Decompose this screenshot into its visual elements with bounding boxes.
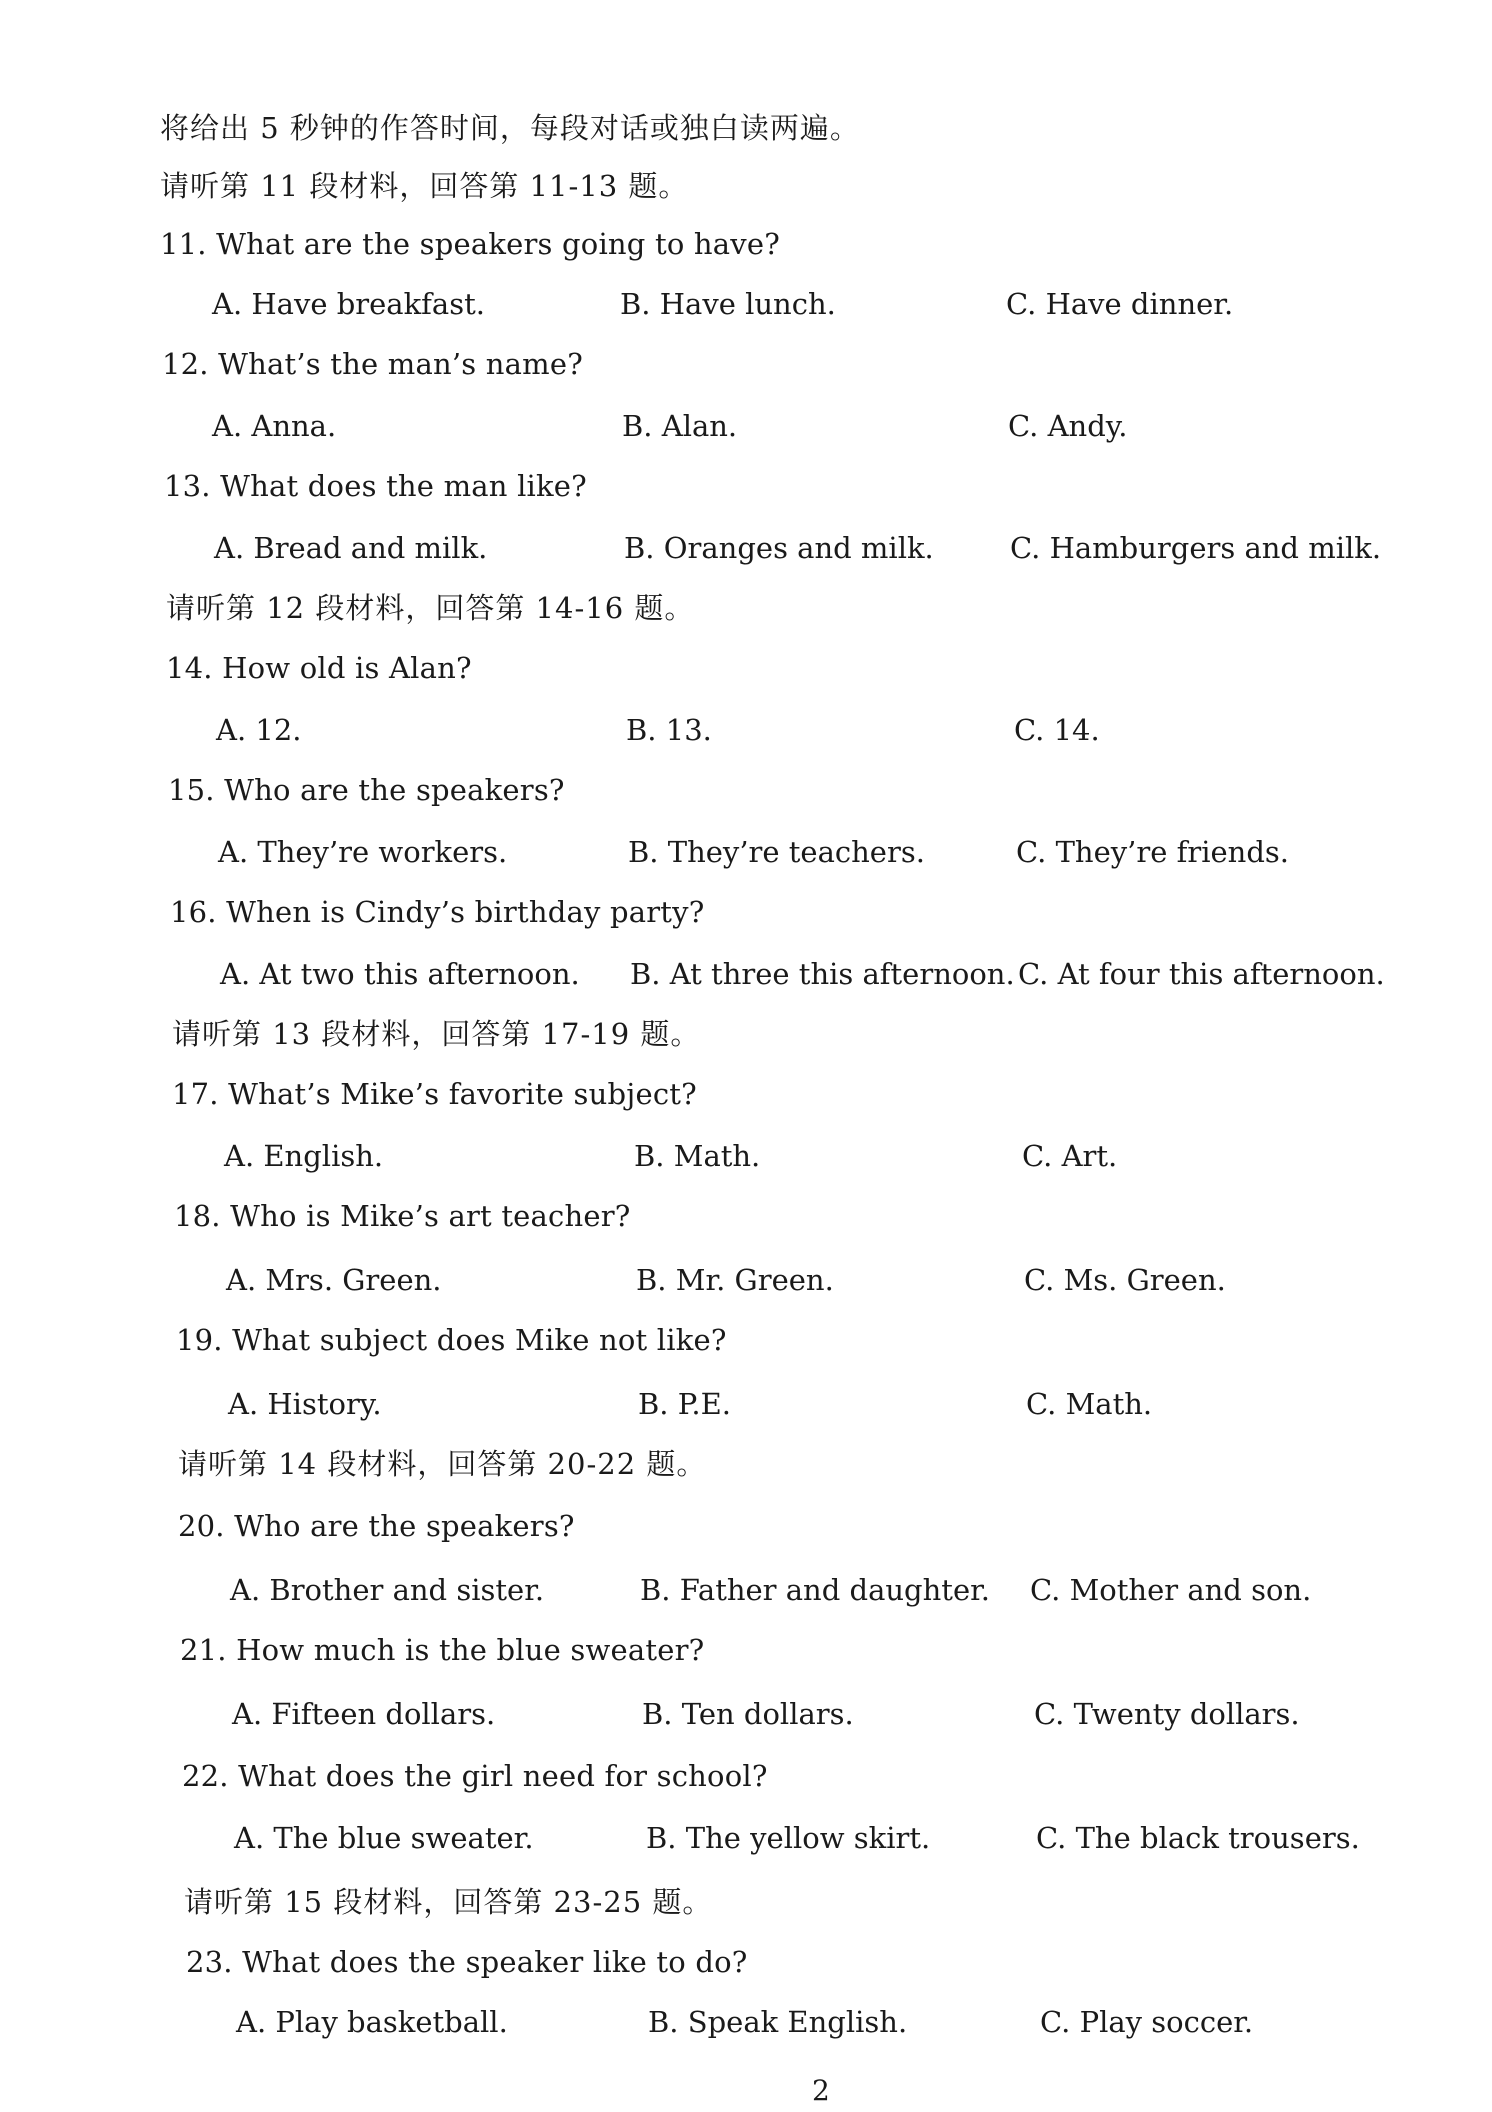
question-text: 20. Who are the speakers? [178,1509,575,1543]
question-text: 12. What’s the man’s name? [162,347,583,381]
option-c: C. At four this afternoon. [1018,957,1385,991]
option-c: C. Art. [1022,1139,1118,1173]
option-c: C. Ms. Green. [1024,1263,1226,1297]
question-text: 16. When is Cindy’s birthday party? [170,895,705,929]
option-a: A. At two this afternoon. [220,957,580,991]
option-c: C. 14. [1014,713,1100,747]
option-c: C. They’re friends. [1016,835,1289,869]
option-b: B. Have lunch. [620,287,836,321]
option-b: B. Oranges and milk. [624,531,934,565]
option-a: A. They’re workers. [218,835,508,869]
option-a: A. Mrs. Green. [226,1263,442,1297]
option-a: A. History. [228,1387,382,1421]
option-c: C. Play soccer. [1040,2005,1254,2039]
question-text: 14. How old is Alan? [166,651,472,685]
option-c: C. Hamburgers and milk. [1010,531,1382,565]
option-b: B. Mr. Green. [636,1263,834,1297]
option-a: A. English. [224,1139,384,1173]
option-c: C. Twenty dollars. [1034,1697,1300,1731]
option-b: B. Speak English. [648,2005,908,2039]
option-b: B. Math. [634,1139,761,1173]
option-a: A. Brother and sister. [230,1573,545,1607]
option-a: A. Have breakfast. [212,287,485,321]
option-a: A. 12. [216,713,302,747]
page-number: 2 [812,2074,830,2107]
question-text: 19. What subject does Mike not like? [176,1323,727,1357]
option-a: A. The blue sweater. [234,1821,534,1855]
option-c: C. Mother and son. [1030,1573,1312,1607]
question-text: 15. Who are the speakers? [168,773,565,807]
option-c: C. Have dinner. [1006,287,1234,321]
section-instruction: 请听第 15 段材料，回答第 23-25 题。 [184,1885,713,1919]
section-instruction: 请听第 13 段材料，回答第 17-19 题。 [172,1017,701,1051]
option-c: C. The black trousers. [1036,1821,1360,1855]
option-a: A. Fifteen dollars. [232,1697,496,1731]
question-text: 13. What does the man like? [164,469,587,503]
question-text: 17. What’s Mike’s favorite subject? [172,1077,697,1111]
option-b: B. They’re teachers. [628,835,925,869]
section-instruction: 请听第 12 段材料，回答第 14-16 题。 [166,591,695,625]
option-b: B. The yellow skirt. [646,1821,931,1855]
option-b: B. Father and daughter. [640,1573,990,1607]
intro-text: 将给出 5 秒钟的作答时间，每段对话或独白读两遍。 [160,111,860,145]
question-text: 11. What are the speakers going to have? [160,227,780,261]
question-text: 22. What does the girl need for school? [182,1759,768,1793]
option-b: B. P.E. [638,1387,731,1421]
section-instruction: 请听第 14 段材料，回答第 20-22 题。 [178,1447,707,1481]
option-a: A. Anna. [212,409,337,443]
option-a: A. Play basketball. [236,2005,508,2039]
option-c: C. Math. [1026,1387,1153,1421]
section-instruction: 请听第 11 段材料，回答第 11-13 题。 [160,169,689,203]
question-text: 21. How much is the blue sweater? [180,1633,705,1667]
question-text: 23. What does the speaker like to do? [186,1945,748,1979]
option-b: B. Ten dollars. [642,1697,854,1731]
option-c: C. Andy. [1008,409,1128,443]
option-b: B. Alan. [622,409,738,443]
option-a: A. Bread and milk. [214,531,488,565]
question-text: 18. Who is Mike’s art teacher? [174,1199,631,1233]
option-b: B. At three this afternoon. [630,957,1015,991]
option-b: B. 13. [626,713,712,747]
